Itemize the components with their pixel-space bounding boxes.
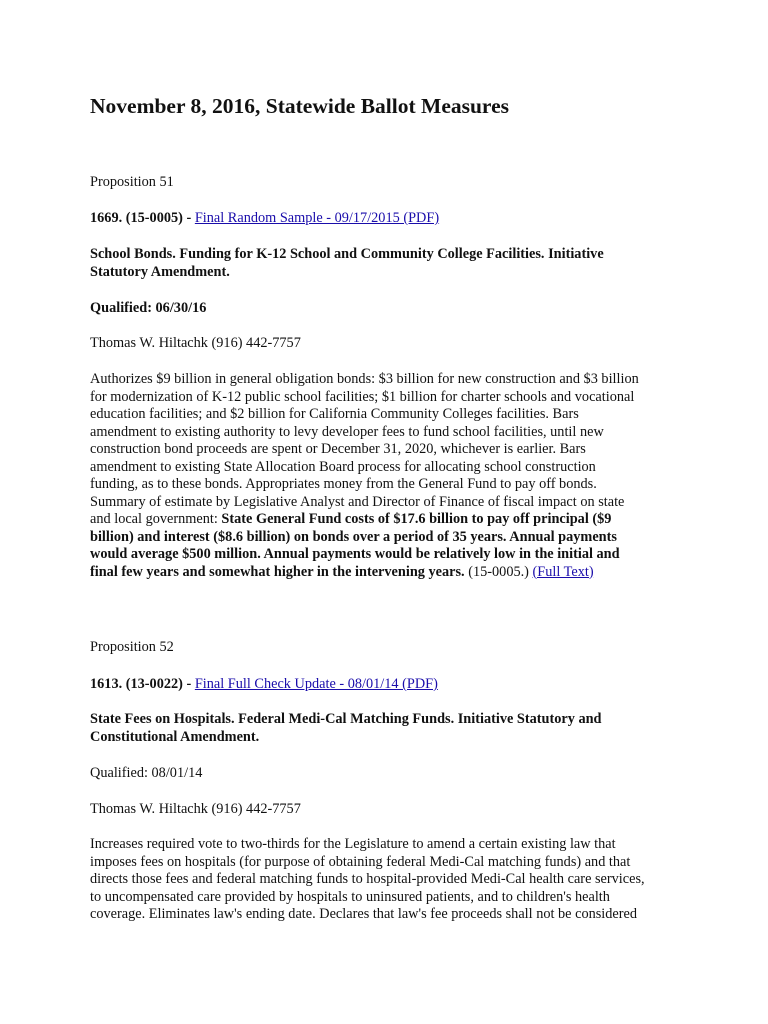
description-line: amendment to existing State Allocation Board process for allocating school construction — [90, 458, 596, 475]
measure-description — [90, 836, 690, 924]
pdf-link[interactable]: Final Full Check Update - 08/01/14 (PDF) — [194, 676, 438, 692]
description-line: imposes fees on hospitals (for purpose of obtaining federal Medi-Cal matching funds) and that — [90, 853, 631, 870]
measure-title — [90, 711, 690, 746]
description-line: coverage. Eliminates law's ending date. Declares that law's fee proceeds shall not be considered — [90, 906, 638, 922]
measure-reference: (15-0005.) — [464, 563, 533, 580]
page-title: November 8, 2016, Statewide Ballot Measures — [90, 94, 509, 118]
description-line — [90, 511, 690, 529]
fiscal-impact-text: final few years and somewhat higher in the intervening years. — [90, 563, 465, 580]
description-line: education facilities; and $2 billion for California Community Colleges facilities. Bars — [90, 406, 579, 422]
separator: - — [182, 210, 195, 226]
fiscal-impact-text: State General Fund costs of $17.6 billion to pay off principal ($9 — [221, 511, 612, 527]
qualified-date: Qualified: 06/30/16 — [90, 300, 207, 316]
description-line: Increases required vote to two-thirds for the Legislature to amend a certain existing law that — [90, 836, 616, 852]
qualified-date: Qualified: 08/01/14 — [90, 765, 203, 781]
description-line: amendment to existing authority to levy developer fees to fund school facilities, until new — [90, 423, 604, 440]
measure-title-line: Constitutional Amendment. — [90, 728, 260, 745]
proposition-heading: Proposition 51 — [90, 174, 174, 190]
description-line: directs those fees and federal matching funds to hospital-provided Medi-Cal health care services, — [90, 871, 645, 887]
full-text-link[interactable]: (Full Text) — [532, 563, 594, 580]
description-line: Authorizes $9 billion in general obligation bonds: $3 billion for new construction and $3 billion — [90, 371, 639, 387]
measure-id: 1669. (15-0005) — [90, 210, 183, 226]
measure-title — [90, 246, 690, 281]
fiscal-impact-line: would average $500 million. Annual payments would be relatively low in the initial and — [90, 546, 620, 562]
proposition-heading: Proposition 52 — [90, 639, 174, 655]
fiscal-impact-line: billion) and interest ($8.6 billion) on bonds over a period of 35 years. Annual payments — [90, 528, 617, 545]
proponent-contact: Thomas W. Hiltachk (916) 442-7757 — [90, 335, 301, 351]
measure-title-line: Statutory Amendment. — [90, 263, 230, 280]
measure-title-line: School Bonds. Funding for K-12 School and Community College Facilities. Initiative — [90, 246, 604, 262]
measure-id: 1613. (13-0022) — [90, 676, 183, 692]
description-line: Summary of estimate by Legislative Analyst and Director of Finance of fiscal impact on state — [90, 493, 625, 510]
description-text: and local government: — [90, 511, 222, 527]
description-line: funding, as to these bonds. Appropriates money from the General Fund to pay off bonds. — [90, 476, 597, 492]
description-line: for modernization of K-12 public school facilities; $1 billion for charter schools and vocational — [90, 388, 635, 405]
pdf-link[interactable]: Final Random Sample - 09/17/2015 (PDF) — [194, 210, 440, 226]
measure-title-line: State Fees on Hospitals. Federal Medi-Cal Matching Funds. Initiative Statutory and — [90, 711, 602, 727]
measure-description — [90, 371, 690, 581]
measure-id-line — [90, 210, 690, 228]
description-line — [90, 564, 690, 582]
separator: - — [182, 676, 195, 692]
description-line: construction bond proceeds are spent or December 31, 2020, whichever is earlier. Bars — [90, 441, 586, 457]
proponent-contact: Thomas W. Hiltachk (916) 442-7757 — [90, 801, 301, 817]
description-line: to uncompensated care provided by hospitals to uninsured patients, and to children's health — [90, 888, 610, 905]
measure-id-line — [90, 676, 690, 694]
